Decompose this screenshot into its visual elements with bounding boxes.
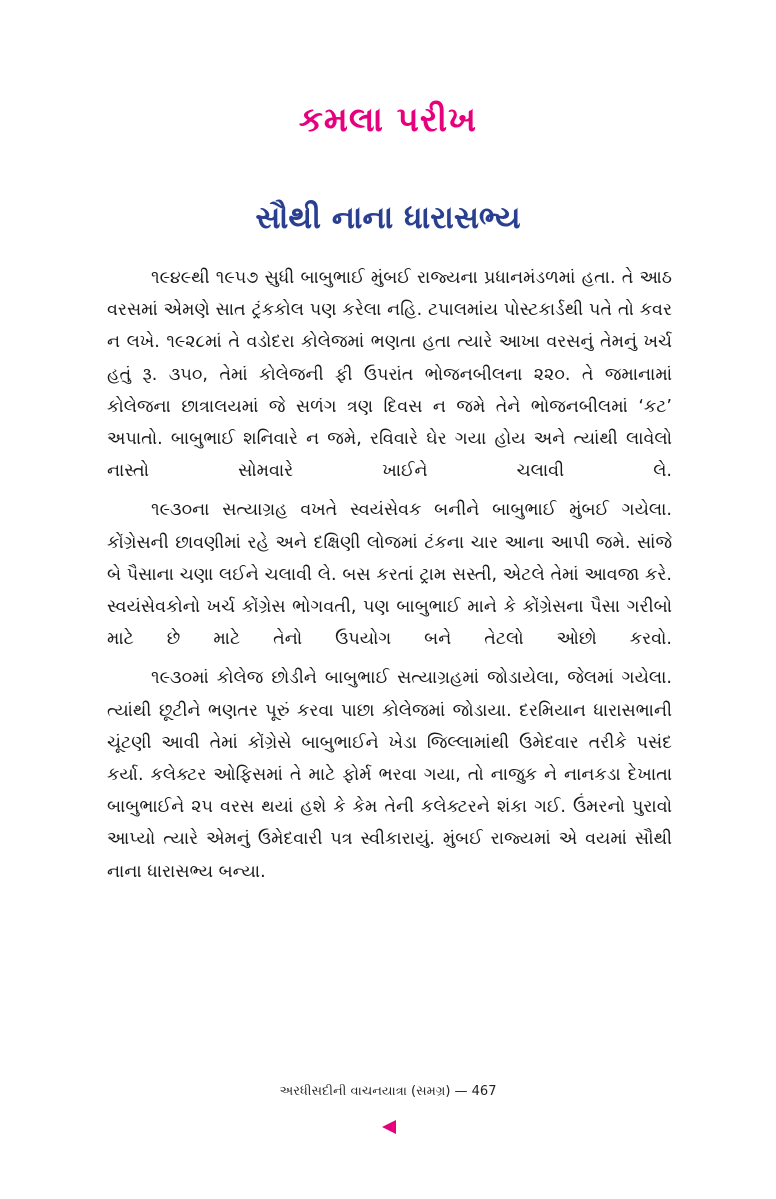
page-footer: અરધીસદીની વાચનયાત્રા (સમગ્ર) — 467 [279,1084,497,1099]
triangle-left-icon[interactable] [382,1120,396,1134]
story-body [107,262,672,895]
paragraph: ૧૯૩૦ના સત્યાગ્રહ વખતે સ્વયંસેવક બનીને બાબુભાઈ મુંબઈ ગયેલા. કોંગ્રેસની છાવણીમાં રહે અને દક્ષિણી લોજમાં ટંકના ચાર આના આપી જમે. સાંજે બે પૈસાના ચણા લઈને ચલાવી લે. બસ કરતાં ટ્રામ સસ્તી, એટલે તેમાં આવજા કરે. સ્વયંસેવકોનો ખર્ચ કોંગ્રેસ ભોગવતી, પણ બાબુભાઈ માને કે કોંગ્રેસના પૈસા ગરીબો માટે છે માટે તેનો ઉપયોગ બને તેટલો ઓછો કરવો. [107,500,672,650]
paragraph: ૧૯૩૦માં કોલેજ છોડીને બાબુભાઈ સત્યાગ્રહમાં જોડાયેલા, જેલમાં ગયેલા. ત્યાંથી છૂટીને ભણતર પૂરું કરવા પાછા કોલેજમાં જોડાયા. દરમિયાન ધારાસભાની ચૂંટણી આવી તેમાં કોંગ્રેસે બાબુભાઈને ખેડા જિલ્લામાંથી ઉમેદવાર તરીકે પસંદ કર્યા. કલેક્ટર ઓફિસમાં તે માટે ફોર્મ ભરવા ગયા, તો નાજુક ને નાનકડા દેખાતા બાબુભાઈને ૨૫ વરસ થયાં હશે કે કેમ તેની કલેક્ટરને શંકા ગઈ. ઉંમરનો પુરાવો આપ્યો ત્યારે એમનું ઉમેદવારી પત્ર સ્વીકારાયું. મુંબઈ રાજ્યમાં એ વયમાં સૌથી નાના ધારાસભ્ય બન્યા. [107,668,672,882]
paragraph: ૧૯૪૯થી ૧૯૫૭ સુધી બાબુભાઈ મુંબઈ રાજ્યના પ્રધાનમંડળમાં હતા. તે આઠ વરસમાં એમણે સાત ટ્રંકકોલ પણ કરેલા નહિ. ટપાલમાંય પોસ્ટકાર્ડથી પતે તો કવર ન લખે. ૧૯૨૮માં તે વડોદરા કોલેજમાં ભણતા હતા ત્યારે આખા વરસનું તેમનું ખર્ચ હતું રૂ. ૩૫૦, તેમાં કોલેજની ફી ઉપરાંત ભોજનબીલના ૨૨૦. તે જમાનામાં કોલેજના છાત્રાલયમાં જે સળંગ ત્રણ દિવસ ન જમે તેને ભોજનબીલમાં ‘કટ’ અપાતો. બાબુભાઈ શનિવારે ન જમે, રવિવારે ઘેર ગયા હોય અને ત્યાંથી લાવેલો નાસ્તો સોમવારે ખાઈને ચલાવી લે. [107,268,672,482]
author-name: કમલા પરીખ [298,100,478,140]
story-title: સૌથી નાના ધારાસભ્ય [255,200,521,236]
